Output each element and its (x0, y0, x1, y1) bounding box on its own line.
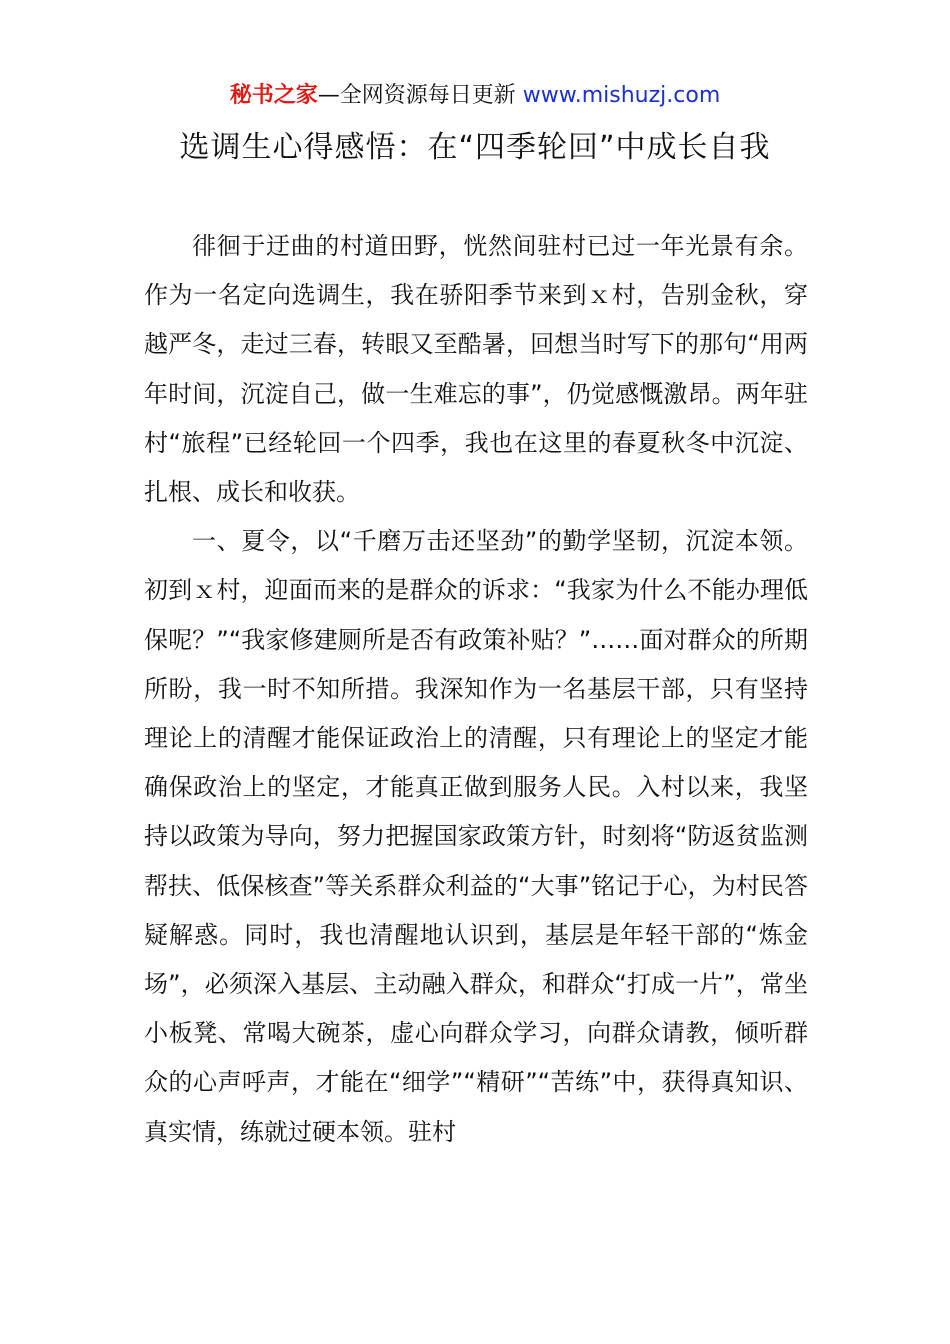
paragraph-section-one: 一、夏令，以“千磨万击还坚劲”的勤学坚韧，沉淀本领。初到ｘ村，迎面而来的是群众的诉求：“我家为什么不能办理低保呢？”“我家修建厕所是否有政策补贴？”……面对群众的所期所盼，我一时不知所措。我深知作为一名基层干部，只有坚持理论上的清醒才能保证政治上的清醒，只有理论上的坚定才能确保政治上的坚定，才能真正做到服务人民。入村以来，我坚持以政策为导向，努力把握国家政策方针，时刻将“防返贫监测帮扶、低保核查”等关系群众利益的“大事”铭记于心，为村民答疑解惑。同时，我也清醒地认识到，基层是年轻干部的“炼金场”，必须深入基层、主动融入群众，和群众“打成一片”，常坐小板凳、常喝大碗茶，虚心向群众学习，向群众请教，倾听群众的心声呼声，才能在“细学”“精研”“苦练”中，获得真知识、真实情，练就过硬本领。驻村 (144, 527, 808, 1146)
site-brand: 秘书之家 (229, 83, 318, 108)
paragraph-intro: 徘徊于迂曲的村道田野，恍然间驻村已过一年光景有余。作为一名定向选调生，我在骄阳季节来到ｘ村，告别金秋，穿越严冬，走过三春，转眼又至酷暑，回想当时写下的那句“用两年时间，沉淀自己，做一生难忘的事”，仍觉感慨激昂。两年驻村“旅程”已经轮回一个四季，我也在这里的春夏秋冬中沉淀、扎根、成长和收获。 (144, 232, 808, 507)
document-title: 选调生心得感悟：在“四季轮回”中成长自我 (179, 130, 771, 165)
document-body (144, 222, 808, 1157)
site-url-link[interactable]: www.mishuzj.com (522, 83, 721, 108)
site-header (0, 80, 950, 112)
site-tagline: —全网资源每日更新 (317, 83, 523, 108)
